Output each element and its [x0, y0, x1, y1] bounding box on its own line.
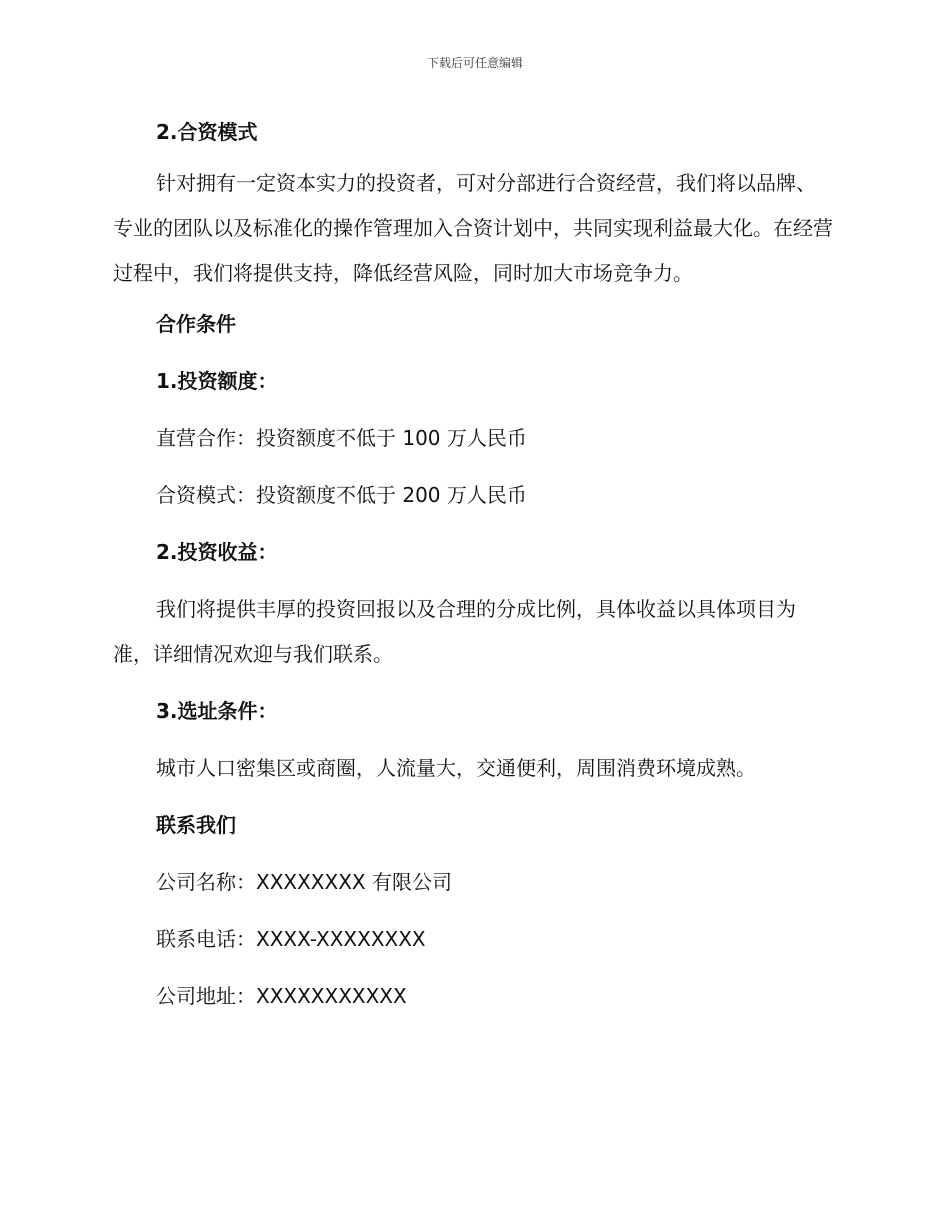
site-selection-heading: 3.选址条件：: [156, 699, 278, 723]
contact-phone-line: 联系电话：XXXX-XXXXXXXX: [156, 927, 426, 951]
investment-amount-heading: 1.投资额度：: [156, 369, 278, 393]
joint-venture-paragraph: 针对拥有一定资本实力的投资者，可对分部进行合资经营，我们将以品牌、专业的团队以及标准化的操作管理加入合资计划中，共同实现利益最大化。在经营过程中，我们将提供支持，降低经营风险，同时加大市场竞争力。: [113, 171, 833, 285]
contact-us-heading: 联系我们: [156, 813, 236, 837]
joint-venture-amount-line: 合资模式：投资额度不低于 200 万人民币: [156, 483, 527, 507]
cooperation-conditions-heading: 合作条件: [156, 312, 236, 336]
joint-venture-heading: 2.合资模式: [156, 120, 258, 144]
company-address-line: 公司地址：XXXXXXXXXXX: [156, 984, 407, 1008]
site-selection-line: 城市人口密集区或商圈，人流量大，交通便利，周围消费环境成熟。: [156, 756, 756, 780]
company-name-line: 公司名称：XXXXXXXX 有限公司: [156, 870, 452, 894]
direct-cooperation-line: 直营合作：投资额度不低于 100 万人民币: [156, 426, 527, 450]
investment-returns-paragraph: 我们将提供丰厚的投资回报以及合理的分成比例，具体收益以具体项目为准，详细情况欢迎与我们联系。: [113, 597, 796, 666]
header-note: 下载后可任意编辑: [426, 56, 523, 70]
document-body: [113, 110, 833, 1019]
investment-returns-heading: 2.投资收益：: [156, 540, 278, 564]
